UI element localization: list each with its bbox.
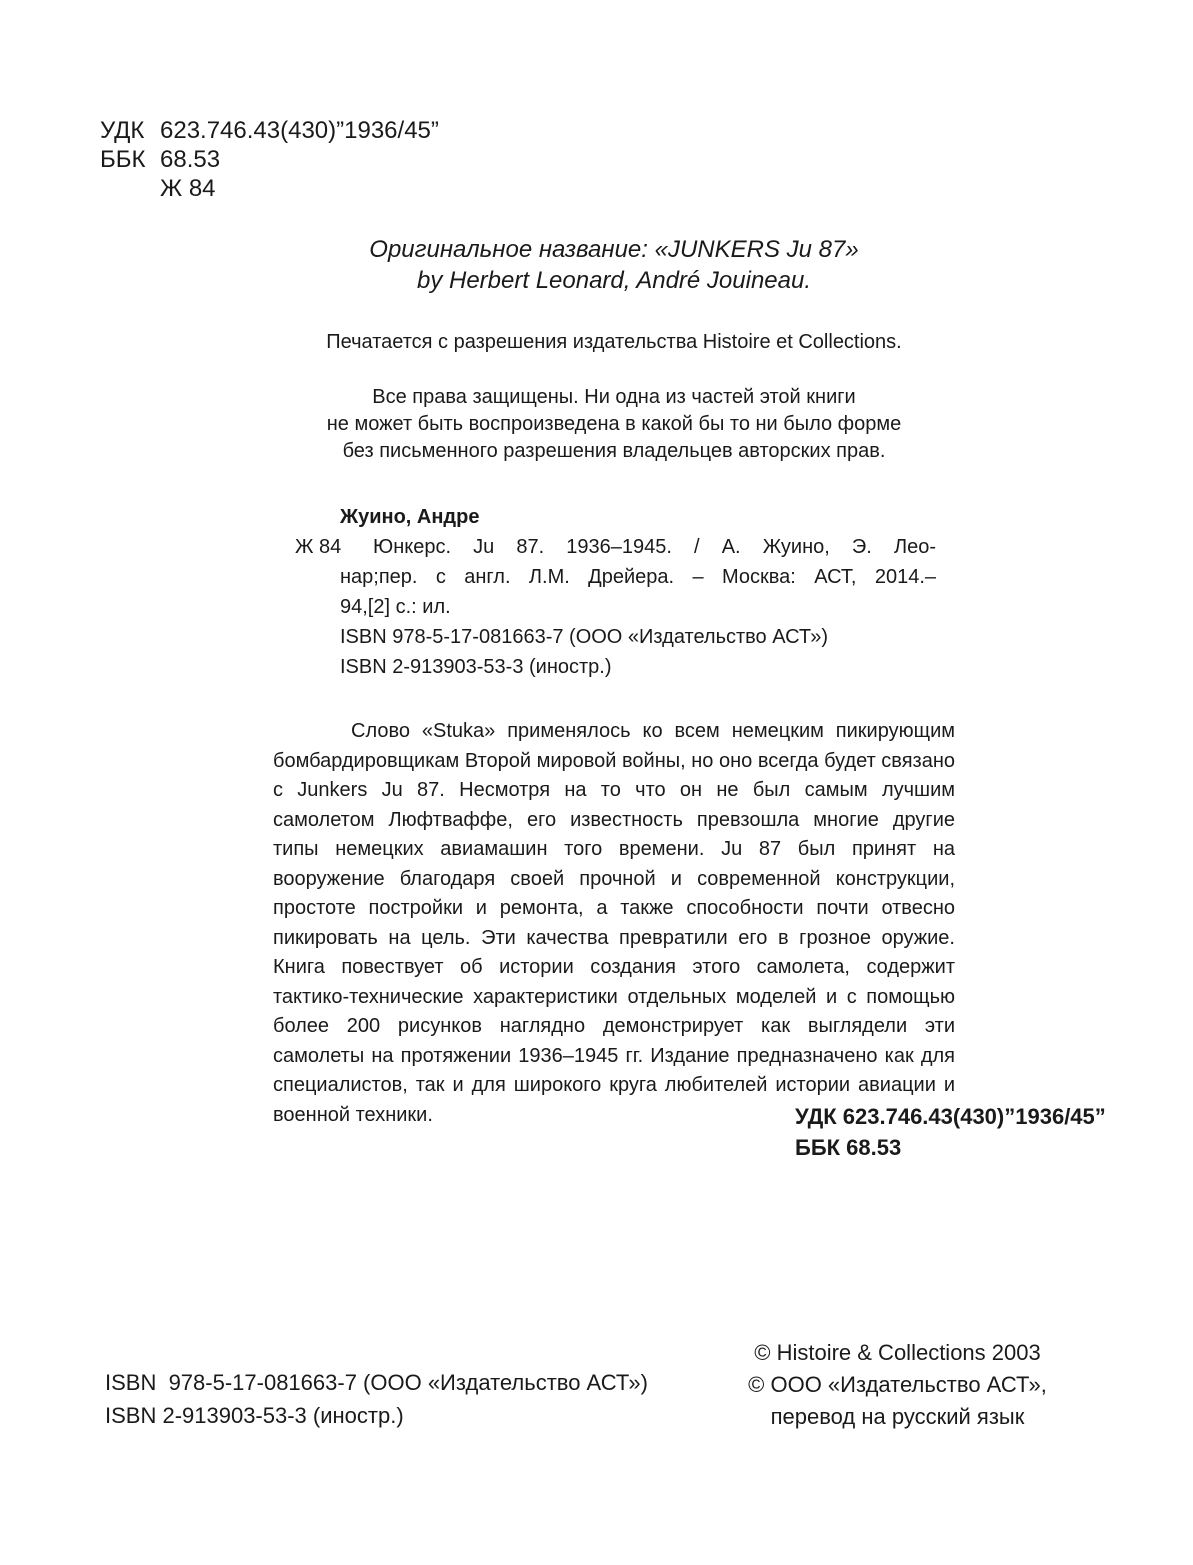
catalog-isbn2: ISBN 2-913903-53-3 (иностр.) — [340, 656, 612, 678]
copyright-histoire: © Histoire & Collections 2003 — [754, 1340, 1041, 1365]
catalog-card — [295, 502, 936, 682]
classification-bottom — [795, 1101, 1106, 1163]
footer-isbn1: ISBN 978-5-17-081663-7 (ООО «Издательство АСТ») — [105, 1370, 648, 1395]
udk-row — [100, 116, 439, 145]
bbk-label: ББК — [100, 146, 146, 173]
original-title-line2: by Herbert Leonard, André Jouineau. — [416, 267, 812, 294]
annotation-paragraph: Слово «Stuka» применялось ко всем немецким пикирующим бомбардировщикам Второй мировой войны, но оно всегда будет связано с Junkers Ju 87. Несмотря на то что он не был самым лучшим самолетом Люфтваффе, его известность превзошла многие другие типы немецких авиамашин того времени. Ju 87 был принят на вооружение благодаря своей прочной и современной конструкции, простоте постройки и ремонта, а также способности почти отвесно пикировать на цель. Эти качества превратили его в грозное оружие. Книга повествует об истории создания этого самолета, содержит тактико-технические характеристики отдельных моделей и с помощью более 200 рисунков наглядно демонстрирует как выглядели эти самолеты на протяжении 1936–1945 гг. Издание предназначено как для специалистов, так и для широкого круга любителей истории авиации и военной техники. — [273, 720, 955, 1126]
copyright-translation: перевод на русский язык — [770, 1404, 1025, 1429]
catalog-record-line2: нар;пер. с англ. Л.М. Дрейера. – Москва: АСТ, 2014.– — [340, 566, 936, 588]
classification-top — [100, 116, 439, 203]
footer-copyright-block — [745, 1337, 1050, 1433]
bbk-value: 68.53 — [160, 146, 221, 173]
footer-isbn2: ISBN 2-913903-53-3 (иностр.) — [105, 1403, 404, 1428]
rights-line1: Все права защищены. Ни одна из частей этой книги — [372, 386, 856, 408]
bbk-bottom: ББК 68.53 — [795, 1135, 902, 1160]
author-heading: Жуино, Андре — [340, 506, 480, 528]
udk-bottom: УДК 623.746.43(430)”1936/45” — [795, 1104, 1106, 1129]
footer-isbn-block — [105, 1366, 648, 1432]
catalog-record-line1: Юнкерс. Ju 87. 1936–1945. / А. Жуино, Э. Лео- — [373, 536, 936, 558]
catalog-isbn1: ISBN 978-5-17-081663-7 (ООО «Издательство АСТ») — [340, 626, 829, 648]
author-sign: Ж 84 — [160, 175, 216, 202]
author-sign-spacer — [100, 174, 160, 203]
rights-line2: не может быть воспроизведена в какой бы то ни было форме — [326, 413, 902, 435]
udk-value: 623.746.43(430)”1936/45” — [160, 117, 439, 144]
rights-notice — [273, 384, 955, 465]
copyright-ast: © ООО «Издательство АСТ», — [748, 1372, 1047, 1397]
bbk-row — [100, 145, 439, 174]
author-sign-row — [100, 174, 439, 203]
original-title — [273, 234, 955, 296]
catalog-record-line3: 94,[2] с.: ил. — [340, 596, 451, 618]
author-sign-margin: Ж 84 — [295, 536, 342, 558]
udk-label: УДК — [100, 117, 145, 144]
original-title-line1: Оригинальное название: «JUNKERS Ju 87» — [369, 236, 859, 263]
rights-line3: без письменного разрешения владельцев авторских прав. — [342, 440, 886, 462]
permission-note: Печатается с разрешения издательства Histoire et Collections. — [326, 331, 902, 353]
